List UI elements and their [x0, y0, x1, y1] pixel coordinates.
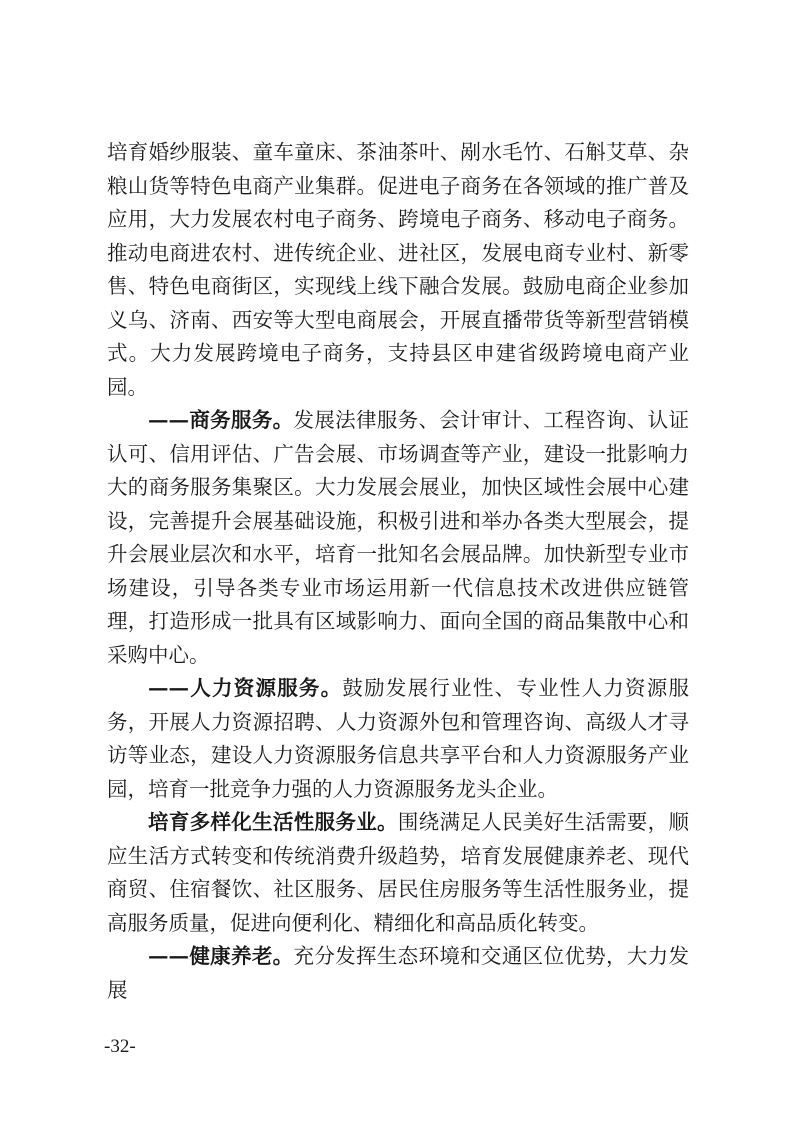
- paragraph-business-services: [107, 404, 689, 672]
- paragraph-lifestyle-services: [107, 806, 689, 940]
- section-heading-health-elderly-care: ——健康养老。: [148, 944, 294, 968]
- section-heading-business-services: ——商务服务。: [148, 408, 294, 432]
- paragraph-human-resources: [107, 672, 689, 806]
- paragraph-text: 发展法律服务、会计审计、工程咨询、认证认可、信用评估、广告会展、市场调查等产业，建设一批影响力大的商务服务集聚区。大力发展会展业，加快区域性会展中心建设，完善提升会展基础设施，积极引进和举办各类大型展会，提升会展业层次和水平，培育一批知名会展品牌。加快新型专业市场建设，引导各类专业市场运用新一代信息技术改进供应链管理，打造形成一批具有区域影响力、面向全国的商品集散中心和采购中心。: [107, 408, 689, 667]
- paragraph-text: 充分发挥生态环境和交通区位优势，大力发展: [107, 944, 689, 1002]
- document-body: [107, 136, 689, 1007]
- section-heading-lifestyle-services: 培育多样化生活性服务业。: [148, 810, 398, 834]
- paragraph-text: 鼓励发展行业性、专业性人力资源服务，开展人力资源招聘、人力资源外包和管理咨询、高级人才寻访等业态，建设人力资源服务信息共享平台和人力资源服务产业园，培育一批竞争力强的人力资源服务龙头企业。: [107, 676, 690, 801]
- paragraph-ecommerce-continued: [107, 136, 689, 404]
- paragraph-health-elderly-care: [107, 940, 689, 1007]
- section-heading-human-resources: ——人力资源服务。: [148, 676, 343, 700]
- page-number: -32-: [104, 1036, 136, 1057]
- paragraph-text: 培育婚纱服装、童车童床、茶油茶叶、剐水毛竹、石斛艾草、杂粮山货等特色电商产业集群。促进电子商务在各领域的推广普及应用，大力发展农村电子商务、跨境电子商务、移动电子商务。推动电商进农村、进传统企业、进社区，发展电商专业村、新零售、特色电商街区，实现线上线下融合发展。鼓励电商企业参加义乌、济南、西安等大型电商展会，开展直播带货等新型营销模式。大力发展跨境电子商务，支持县区申建省级跨境电商产业园。: [107, 140, 689, 399]
- paragraph-text: 围绕满足人民美好生活需要，顺应生活方式转变和传统消费升级趋势，培育发展健康养老、现代商贸、住宿餐饮、社区服务、居民住房服务等生活性服务业，提高服务质量，促进向便利化、精细化和高品质化转变。: [107, 810, 690, 935]
